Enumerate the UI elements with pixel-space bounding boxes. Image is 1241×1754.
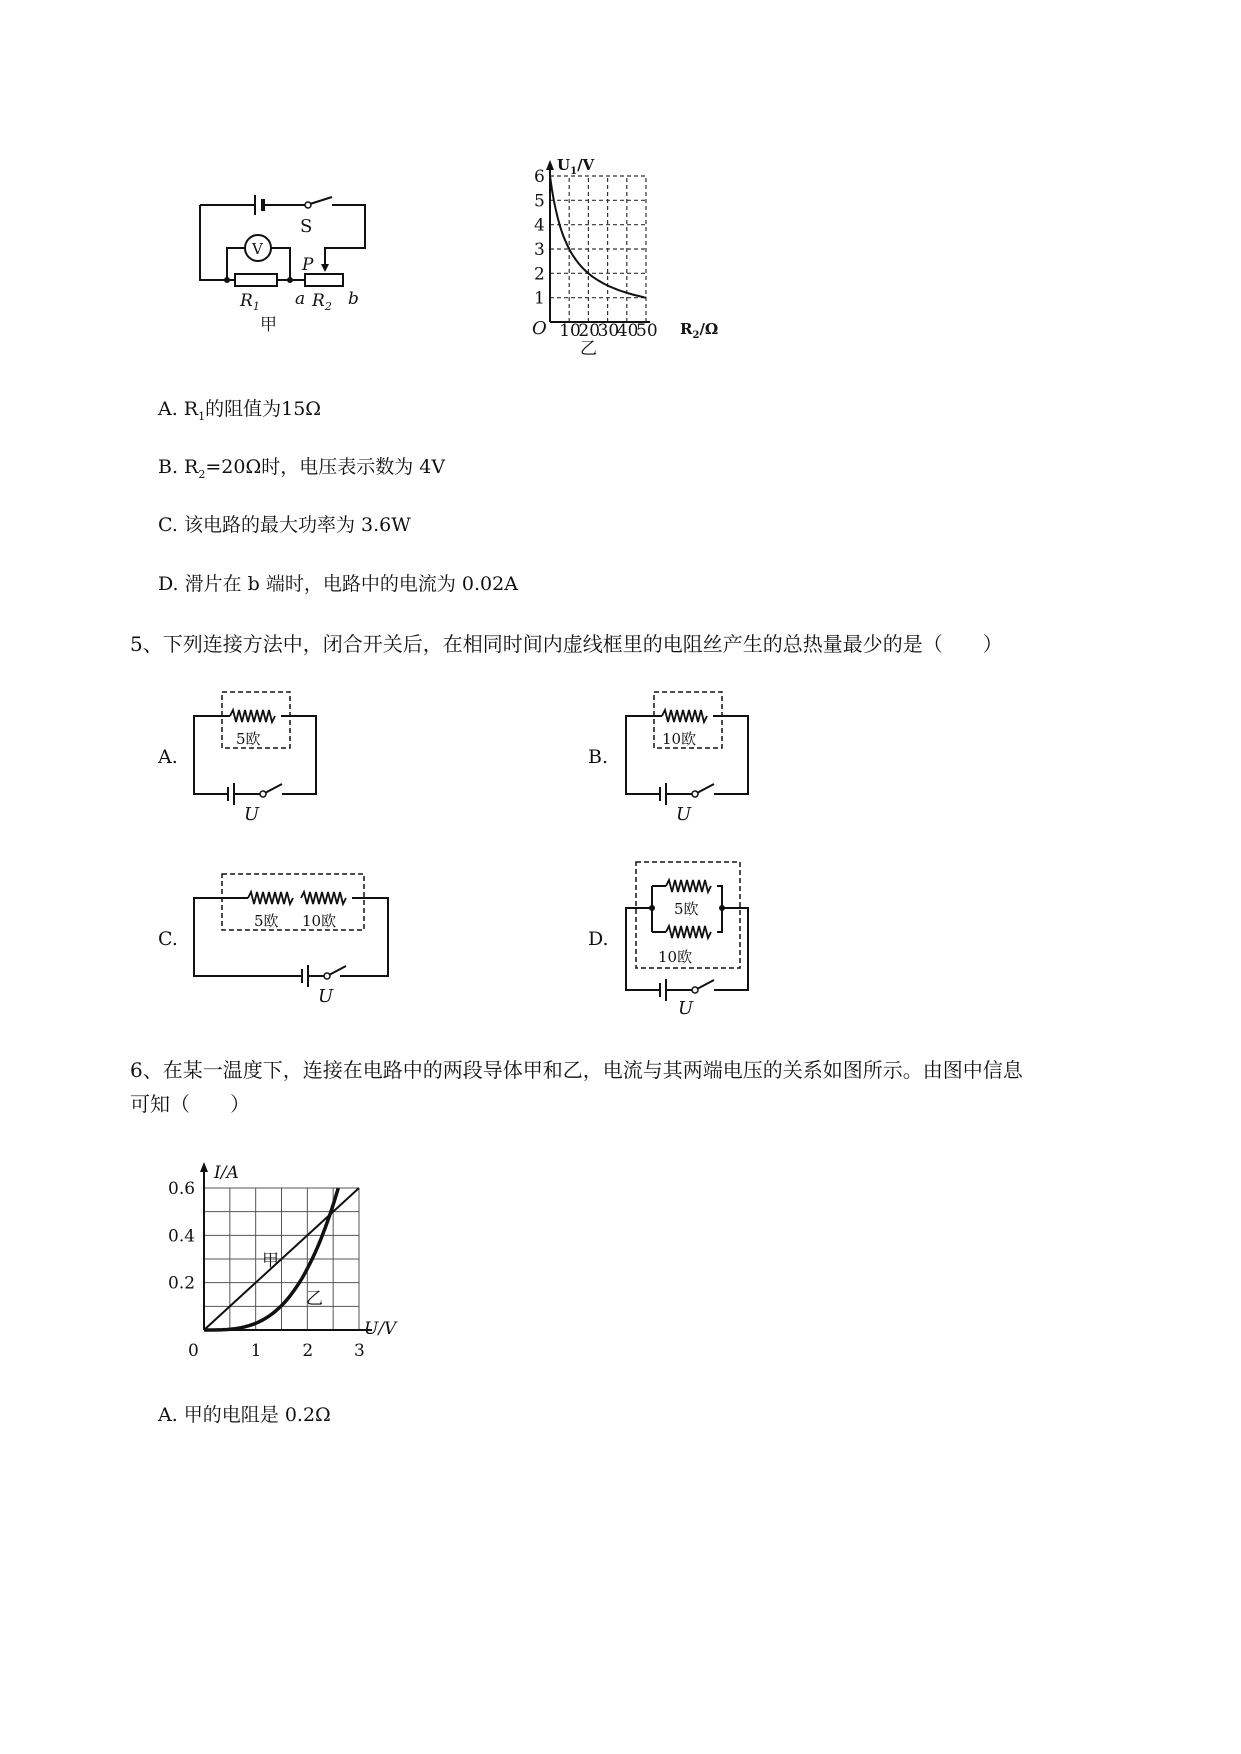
resistor-5-label: 5欧	[674, 900, 699, 918]
resistor-5-label: 5欧	[254, 912, 279, 930]
q6-option-a[interactable]: A. 甲的电阻是 0.2Ω	[158, 1404, 331, 1426]
voltage-u-label: U	[678, 998, 694, 1019]
voltage-u-label: U	[244, 804, 260, 825]
q6-stem-line1: 6、在某一温度下，连接在电路中的两段导体甲和乙，电流与其两端电压的关系如图所示。由图中信息	[130, 1058, 1023, 1082]
y-tick-label: 0.2	[168, 1273, 196, 1294]
r2-label: $R_2$	[312, 291, 332, 313]
slider-label: P	[302, 255, 314, 275]
y-axis-arrow	[200, 1162, 208, 1172]
x-axis-label: U/V	[364, 1319, 397, 1339]
y-tick-label: 5	[534, 191, 545, 212]
r1-label: $R_1$	[240, 291, 260, 313]
series-yi-label: 乙	[306, 1289, 323, 1309]
x-tick-label: 30	[597, 321, 620, 341]
x-axis-label: $R_2/\Omega$	[680, 320, 719, 341]
figure-yi-caption: 乙	[580, 339, 597, 359]
graph-figure-yi	[520, 156, 780, 395]
y-axis-label: I/A	[214, 1163, 239, 1183]
option-a-sub: 1	[198, 409, 206, 423]
y-tick-label: 0.4	[168, 1226, 196, 1247]
x-tick-label: 3	[354, 1341, 365, 1361]
option-d-prefix: D.	[158, 573, 185, 595]
y-tick-label: 0.6	[168, 1179, 196, 1199]
q5-stem: 5、下列连接方法中，闭合开关后，在相同时间内虚线框里的电阻丝产生的总热量最少的是（ ）	[130, 632, 1003, 656]
y-tick-label: 4	[534, 215, 545, 236]
figure-jia-caption: 甲	[260, 315, 277, 335]
x-tick-label: 1	[250, 1341, 262, 1361]
point-a-label: a	[295, 289, 306, 309]
q4-option-b[interactable]	[158, 458, 445, 480]
y-tick-label: 3	[534, 240, 545, 260]
x-tick-label: 2	[302, 1341, 314, 1361]
y-tick-label: 1	[534, 288, 545, 309]
q6-stem-line2: 可知（ ）	[130, 1092, 250, 1116]
origin-label: O	[532, 318, 547, 339]
option-c-text: 该电路的最大功率为 3.6W	[183, 514, 411, 536]
series-jia-label: 甲	[262, 1251, 279, 1271]
resistor-10-label: 10欧	[302, 912, 337, 930]
q5-option-b-circuit[interactable]	[622, 688, 762, 828]
voltage-u-label: U	[318, 986, 334, 1007]
x-tick-label: 10	[559, 321, 581, 341]
option-b-text: =20Ω时，电压表示数为 4V	[205, 456, 446, 478]
q5-option-b-label[interactable]: B.	[588, 746, 609, 768]
option-a-prefix: A. R	[158, 398, 199, 420]
q4-option-a[interactable]	[158, 400, 321, 422]
option-c-prefix: C.	[158, 514, 184, 536]
y-tick-label: 2	[534, 264, 545, 285]
origin-label: 0	[188, 1341, 199, 1361]
voltmeter-label: V	[252, 240, 263, 258]
resistor-5-label: 5欧	[236, 730, 261, 748]
q5-option-d-circuit[interactable]	[622, 858, 762, 1018]
resistor-10-label: 10欧	[662, 730, 697, 748]
q5-option-c-label[interactable]: C.	[158, 928, 178, 950]
x-tick-label: 20	[578, 321, 601, 341]
y-axis-label: $U_1/V$	[557, 156, 595, 177]
y-tick-label: 6	[534, 167, 545, 187]
u1-r2-curve	[550, 176, 646, 298]
q5-option-c-circuit[interactable]	[190, 870, 400, 1010]
option-b-sub: 2	[198, 467, 206, 481]
q5-option-d-label[interactable]: D.	[588, 928, 609, 950]
x-tick-label: 40	[616, 321, 639, 341]
point-b-label: b	[348, 289, 359, 309]
q5-option-a-circuit[interactable]	[190, 688, 330, 828]
q5-option-a-label[interactable]: A.	[158, 746, 178, 768]
option-b-prefix: B. R	[158, 456, 199, 478]
x-tick-label: 50	[636, 321, 658, 341]
option-a-text: 的阻值为15Ω	[205, 398, 322, 420]
q4-option-d[interactable]	[158, 575, 518, 594]
option-d-text: 滑片在 b 端时，电路中的电流为 0.02A	[184, 573, 518, 595]
voltage-u-label: U	[676, 804, 692, 825]
resistor-10-label: 10欧	[658, 948, 693, 966]
q4-option-c[interactable]	[158, 516, 411, 535]
switch-label: S	[300, 216, 313, 237]
iu-graph	[160, 1158, 420, 1378]
circuit-figure-jia	[190, 180, 410, 350]
